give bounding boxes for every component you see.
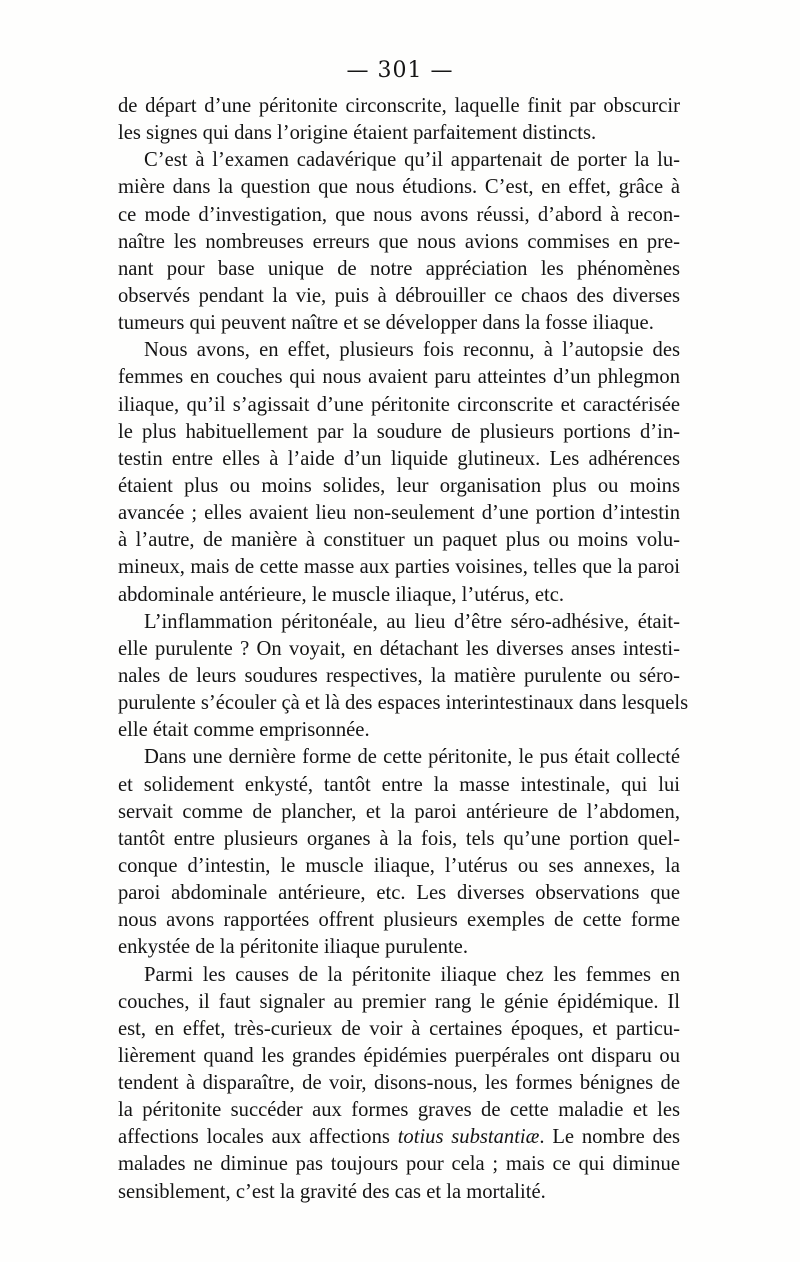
text-line: Nous avons, en effet, plusieurs fois reconnu, à l’autopsie des [144, 339, 680, 362]
text-line: abdominale antérieure, le muscle iliaque, l’utérus, etc. [118, 583, 565, 606]
text-line: lièrement quand les grandes épidémies puerpérales ont disparu ou [118, 1044, 680, 1067]
text-line: ce mode d’investigation, que nous avons réussi, d’abord à recon- [118, 203, 680, 226]
text-line: testin entre elles à l’aide d’un liquide glutineux. Les adhérences [118, 447, 680, 470]
text-line: L’inflammation péritonéale, au lieu d’être séro-adhésive, était- [144, 610, 680, 633]
text-line: iliaque, qu’il s’agissait d’une péritonite circonscrite et caractérisée [118, 393, 680, 416]
text-line: couches, il faut signaler au premier rang le génie épidémique. Il [118, 990, 680, 1013]
text-line: servait comme de plancher, et la paroi antérieure de l’abdomen, [118, 800, 680, 823]
text-line: de départ d’une péritonite circonscrite, laquelle finit par obscurcir [118, 95, 680, 117]
text-line: nous avons rapportées offrent plusieurs exemples de cette forme [118, 909, 680, 932]
text-line: le plus habituellement par la soudure de plusieurs portions d’in- [118, 420, 680, 443]
page-number: — 301 — [346, 58, 454, 83]
text-line: est, en effet, très-curieux de voir à certaines époques, et particu- [118, 1017, 680, 1040]
text-line: elle purulente ? On voyait, en détachant les diverses anses intesti- [118, 637, 680, 660]
text-line: affections locales aux affections totius substantiæ. Le nombre des [118, 1126, 680, 1149]
text-line: Parmi les causes de la péritonite iliaque chez les femmes en [144, 963, 680, 986]
text-line: paroi abdominale antérieure, etc. Les diverses observations que [118, 882, 680, 905]
text-line: purulente s’écouler çà et là des espaces interintestinaux dans lesquels [118, 692, 689, 715]
text-line: sensiblement, c’est la gravité des cas et la mortalité. [118, 1180, 546, 1203]
text-line: enkystée de la péritonite iliaque purulente. [118, 936, 468, 959]
text-line: elle était comme emprisonnée. [118, 719, 370, 742]
text-line: étaient plus ou moins solides, leur organisation plus ou moins [118, 474, 680, 497]
text-line: tumeurs qui peuvent naître et se développer dans la fosse iliaque. [118, 312, 654, 335]
text-line: tantôt entre plusieurs organes à la fois, tels qu’une portion quel- [118, 827, 680, 850]
text-line: nant pour base unique de notre appréciation les phénomènes [118, 257, 680, 280]
text-line: conque d’intestin, le muscle iliaque, l’utérus ou ses annexes, la [118, 854, 680, 877]
text-line: C’est à l’examen cadavérique qu’il appartenait de porter la lu- [144, 149, 680, 172]
text-line: observés pendant la vie, puis à débrouiller ce chaos des diverses [118, 284, 680, 307]
text-line: mière dans la question que nous étudions. C’est, en effet, grâce à [118, 176, 680, 199]
text-line: à l’autre, de manière à constituer un paquet plus ou moins volu- [118, 529, 680, 552]
text-line: et solidement enkysté, tantôt entre la masse intestinale, qui lui [118, 773, 680, 796]
text-line: nales de leurs soudures respectives, la matière purulente ou séro- [118, 664, 680, 687]
text-line: naître les nombreuses erreurs que nous avions commises en pre- [118, 230, 680, 253]
text-line: la péritonite succéder aux formes graves de cette maladie et les [118, 1099, 680, 1122]
text-line: avancée ; elles avaient lieu non-seulement d’une portion d’intestin [118, 502, 680, 525]
text-line: Dans une dernière forme de cette péritonite, le pus était collecté [144, 746, 680, 769]
text-line: malades ne diminue pas toujours pour cela ; mais ce qui diminue [118, 1153, 680, 1176]
text-line: tendent à disparaître, de voir, disons-nous, les formes bénignes de [118, 1072, 680, 1095]
text-line: les signes qui dans l’origine étaient parfaitement distincts. [118, 122, 597, 145]
text-line: mineux, mais de cette masse aux parties voisines, telles que la paroi [118, 556, 680, 579]
page-body [118, 93, 689, 1206]
text-line: femmes en couches qui nous avaient paru atteintes d’un phlegmon [118, 366, 680, 389]
